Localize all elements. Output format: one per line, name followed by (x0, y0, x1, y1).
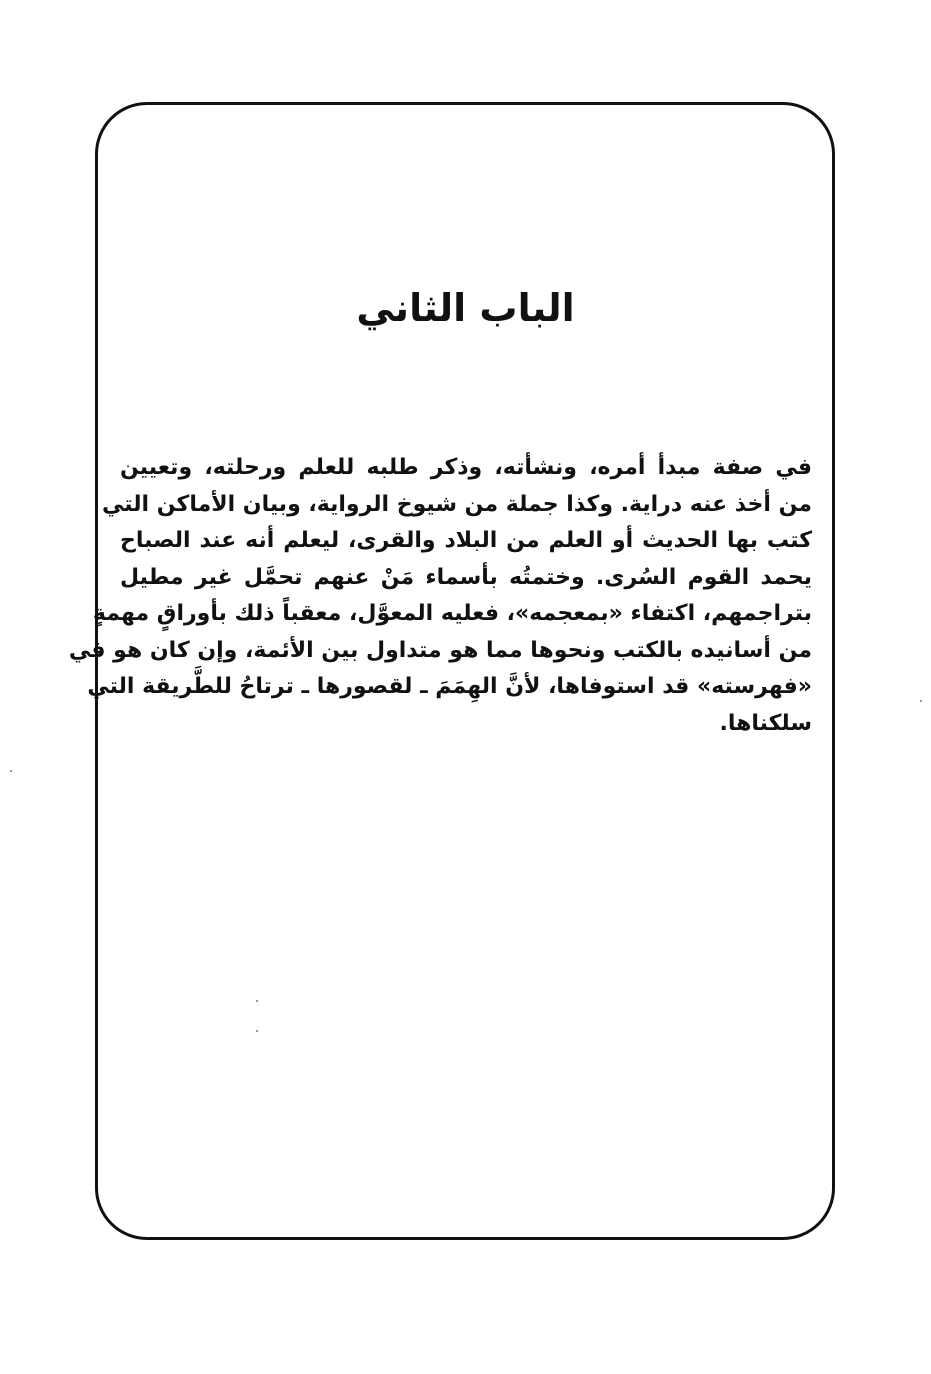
body-line: يحمد القوم السُرى. وختمتُه بأسماء مَنْ عنهم تحمَّل غير مطيل (120, 564, 812, 590)
body-line: في صفة مبدأ أمره، ونشأته، وذكر طلبه للعلم ورحلته، وتعيين (120, 455, 812, 480)
body-line: من أسانيده بالكتب ونحوها مما هو متداول بين الأئمة، وإن كان هو في (68, 637, 812, 663)
chapter-title: الباب الثاني (356, 286, 575, 330)
body-paragraph (68, 450, 812, 742)
body-line: «فهرسته» قد استوفاها، لأنَّ الهِمَمَ ـ لقصورها ـ ترتاحُ للطَّريقة التي (87, 674, 812, 699)
scan-speck (256, 1000, 258, 1002)
body-line: بتراجمهم، اكتفاء «بمعجمه»، فعليه المعوَّل، معقباً ذلك بأوراقٍ مهمةٍ (92, 601, 812, 626)
body-line: كتب بها الحديث أو العلم من البلاد والقرى، ليعلم أنه عند الصباح (120, 528, 812, 553)
scan-speck (920, 700, 922, 702)
scan-speck (256, 1030, 258, 1032)
body-line: من أخذ عنه دراية. وكذا جملة من شيوخ الرواية، وبيان الأماكن التي (102, 491, 812, 517)
scan-speck (10, 770, 12, 772)
body-line: سلكناها. (719, 710, 812, 736)
